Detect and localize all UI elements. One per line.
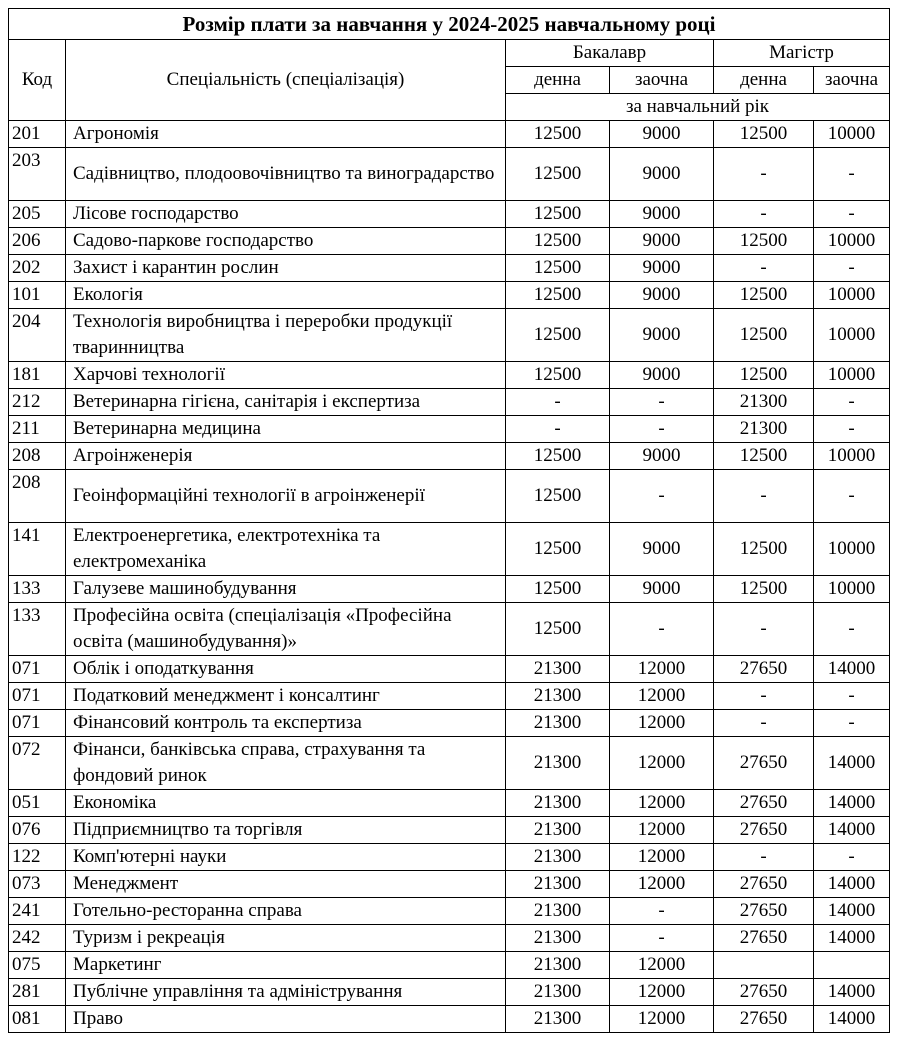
cell-code: 208	[9, 470, 66, 523]
table-row	[9, 952, 890, 979]
table-row	[9, 255, 890, 282]
cell-code: 081	[9, 1006, 66, 1033]
cell-specialty: Садово-паркове господарство	[66, 228, 506, 255]
cell-specialty: Ветеринарна гігієна, санітарія і експертиза	[66, 389, 506, 416]
cell-bachelor-part-time: -	[610, 470, 714, 523]
cell-bachelor-full-time: 21300	[506, 683, 610, 710]
cell-master-part-time: 14000	[814, 871, 890, 898]
cell-bachelor-part-time: 9000	[610, 148, 714, 201]
cell-master-full-time: 27650	[714, 737, 814, 790]
cell-master-part-time: -	[814, 603, 890, 656]
cell-code: 071	[9, 683, 66, 710]
table-row	[9, 148, 890, 201]
cell-bachelor-full-time: 21300	[506, 844, 610, 871]
cell-bachelor-part-time: 12000	[610, 790, 714, 817]
cell-specialty: Садівництво, плодоовочівництво та виноградарство	[66, 148, 506, 201]
header-bachelor-part-time: заочна	[610, 67, 714, 94]
cell-specialty: Агроінженерія	[66, 443, 506, 470]
cell-specialty: Електроенергетика, електротехніка та електромеханіка	[66, 523, 506, 576]
cell-bachelor-part-time: 9000	[610, 255, 714, 282]
cell-bachelor-part-time: 12000	[610, 1006, 714, 1033]
header-master: Магістр	[714, 40, 890, 67]
cell-specialty: Агрономія	[66, 121, 506, 148]
cell-specialty: Фінанси, банківська справа, страхування та фондовий ринок	[66, 737, 506, 790]
cell-bachelor-part-time: 9000	[610, 362, 714, 389]
cell-code: 141	[9, 523, 66, 576]
cell-specialty: Право	[66, 1006, 506, 1033]
cell-bachelor-part-time: 12000	[610, 844, 714, 871]
cell-code: 212	[9, 389, 66, 416]
cell-specialty: Економіка	[66, 790, 506, 817]
cell-bachelor-part-time: 12000	[610, 979, 714, 1006]
cell-specialty: Підприємництво та торгівля	[66, 817, 506, 844]
cell-master-part-time: -	[814, 683, 890, 710]
cell-master-full-time: 27650	[714, 656, 814, 683]
cell-code: 133	[9, 603, 66, 656]
cell-bachelor-full-time: 12500	[506, 201, 610, 228]
cell-master-full-time: -	[714, 148, 814, 201]
header-per-year: за навчальний рік	[506, 94, 890, 121]
cell-specialty: Маркетинг	[66, 952, 506, 979]
cell-master-part-time: 10000	[814, 121, 890, 148]
cell-specialty: Менеджмент	[66, 871, 506, 898]
cell-master-full-time: 27650	[714, 925, 814, 952]
cell-master-full-time: -	[714, 710, 814, 737]
cell-bachelor-full-time: -	[506, 416, 610, 443]
cell-master-part-time: 14000	[814, 737, 890, 790]
cell-master-full-time: 27650	[714, 1006, 814, 1033]
cell-master-part-time: -	[814, 201, 890, 228]
cell-specialty: Професійна освіта (спеціалізація «Професійна освіта (машинобудування)»	[66, 603, 506, 656]
cell-bachelor-full-time: 12500	[506, 443, 610, 470]
cell-specialty: Облік і оподаткування	[66, 656, 506, 683]
cell-master-full-time: 27650	[714, 871, 814, 898]
table-row	[9, 389, 890, 416]
cell-bachelor-part-time: -	[610, 925, 714, 952]
cell-bachelor-full-time: 12500	[506, 148, 610, 201]
table-body	[9, 121, 890, 1033]
cell-master-full-time: 27650	[714, 898, 814, 925]
table-row	[9, 282, 890, 309]
cell-master-part-time: 14000	[814, 925, 890, 952]
cell-specialty: Готельно-ресторанна справа	[66, 898, 506, 925]
cell-bachelor-part-time: 9000	[610, 523, 714, 576]
cell-master-part-time: 10000	[814, 362, 890, 389]
cell-code: 122	[9, 844, 66, 871]
cell-bachelor-part-time: 9000	[610, 121, 714, 148]
cell-bachelor-part-time: -	[610, 416, 714, 443]
cell-specialty: Фінансовий контроль та експертиза	[66, 710, 506, 737]
cell-bachelor-part-time: 12000	[610, 710, 714, 737]
cell-bachelor-full-time: 12500	[506, 523, 610, 576]
header-code: Код	[9, 40, 66, 121]
table-row	[9, 790, 890, 817]
cell-master-part-time: 10000	[814, 282, 890, 309]
cell-code: 241	[9, 898, 66, 925]
cell-master-part-time: 10000	[814, 443, 890, 470]
cell-master-part-time: -	[814, 710, 890, 737]
table-row	[9, 201, 890, 228]
table-row	[9, 523, 890, 576]
cell-master-part-time	[814, 952, 890, 979]
cell-specialty: Публічне управління та адміністрування	[66, 979, 506, 1006]
cell-code: 073	[9, 871, 66, 898]
cell-code: 202	[9, 255, 66, 282]
cell-master-part-time: -	[814, 844, 890, 871]
cell-bachelor-full-time: 12500	[506, 255, 610, 282]
cell-bachelor-full-time: 21300	[506, 979, 610, 1006]
cell-code: 075	[9, 952, 66, 979]
cell-bachelor-full-time: 21300	[506, 1006, 610, 1033]
cell-code: 206	[9, 228, 66, 255]
cell-master-part-time: 14000	[814, 979, 890, 1006]
cell-master-part-time: 14000	[814, 817, 890, 844]
cell-bachelor-part-time: 9000	[610, 309, 714, 362]
cell-specialty: Галузеве машинобудування	[66, 576, 506, 603]
cell-bachelor-part-time: 9000	[610, 443, 714, 470]
header-bachelor-full-time: денна	[506, 67, 610, 94]
cell-master-full-time: -	[714, 201, 814, 228]
cell-bachelor-full-time: 12500	[506, 228, 610, 255]
cell-master-part-time: 10000	[814, 309, 890, 362]
cell-bachelor-part-time: -	[610, 603, 714, 656]
cell-specialty: Харчові технології	[66, 362, 506, 389]
table-row	[9, 925, 890, 952]
cell-master-full-time: 21300	[714, 416, 814, 443]
cell-master-full-time: -	[714, 470, 814, 523]
cell-bachelor-part-time: 12000	[610, 817, 714, 844]
cell-master-full-time: -	[714, 603, 814, 656]
cell-master-part-time: -	[814, 416, 890, 443]
header-master-full-time: денна	[714, 67, 814, 94]
cell-specialty: Технологія виробництва і переробки продукції тваринництва	[66, 309, 506, 362]
cell-master-full-time: 12500	[714, 282, 814, 309]
cell-code: 071	[9, 710, 66, 737]
cell-specialty: Податковий менеджмент і консалтинг	[66, 683, 506, 710]
table-row	[9, 443, 890, 470]
cell-bachelor-full-time: 12500	[506, 470, 610, 523]
cell-master-full-time	[714, 952, 814, 979]
cell-master-full-time: 12500	[714, 309, 814, 362]
table-row	[9, 1006, 890, 1033]
cell-master-full-time: 12500	[714, 523, 814, 576]
cell-code: 051	[9, 790, 66, 817]
cell-specialty: Комп'ютерні науки	[66, 844, 506, 871]
cell-master-part-time: 14000	[814, 790, 890, 817]
cell-code: 211	[9, 416, 66, 443]
cell-bachelor-full-time: 21300	[506, 871, 610, 898]
cell-bachelor-full-time: 21300	[506, 925, 610, 952]
cell-specialty: Екологія	[66, 282, 506, 309]
table-row	[9, 362, 890, 389]
cell-code: 201	[9, 121, 66, 148]
cell-bachelor-full-time: 21300	[506, 790, 610, 817]
cell-bachelor-part-time: 12000	[610, 952, 714, 979]
cell-master-part-time: -	[814, 148, 890, 201]
header-bachelor: Бакалавр	[506, 40, 714, 67]
table-row	[9, 737, 890, 790]
cell-bachelor-part-time: 9000	[610, 282, 714, 309]
table-row	[9, 309, 890, 362]
cell-bachelor-full-time: 12500	[506, 282, 610, 309]
table-row	[9, 683, 890, 710]
cell-code: 203	[9, 148, 66, 201]
cell-master-full-time: 27650	[714, 817, 814, 844]
cell-specialty: Туризм і рекреація	[66, 925, 506, 952]
cell-master-full-time: 21300	[714, 389, 814, 416]
cell-bachelor-part-time: 12000	[610, 737, 714, 790]
table-row	[9, 979, 890, 1006]
cell-bachelor-full-time: -	[506, 389, 610, 416]
cell-code: 076	[9, 817, 66, 844]
cell-master-part-time: 10000	[814, 523, 890, 576]
table-row	[9, 844, 890, 871]
cell-bachelor-part-time: -	[610, 898, 714, 925]
cell-master-full-time: 12500	[714, 576, 814, 603]
cell-master-full-time: 12500	[714, 228, 814, 255]
cell-code: 208	[9, 443, 66, 470]
cell-bachelor-full-time: 21300	[506, 952, 610, 979]
cell-specialty: Лісове господарство	[66, 201, 506, 228]
cell-master-part-time: -	[814, 389, 890, 416]
cell-bachelor-part-time: 12000	[610, 656, 714, 683]
cell-bachelor-part-time: 12000	[610, 871, 714, 898]
table-row	[9, 470, 890, 523]
cell-bachelor-full-time: 21300	[506, 656, 610, 683]
cell-bachelor-part-time: 12000	[610, 683, 714, 710]
cell-master-full-time: -	[714, 683, 814, 710]
cell-bachelor-full-time: 21300	[506, 898, 610, 925]
cell-bachelor-full-time: 12500	[506, 121, 610, 148]
table-row	[9, 871, 890, 898]
table-row	[9, 656, 890, 683]
cell-specialty: Захист і карантин рослин	[66, 255, 506, 282]
table-row	[9, 576, 890, 603]
tuition-fee-sheet	[8, 8, 890, 1033]
cell-master-full-time: -	[714, 844, 814, 871]
cell-bachelor-full-time: 12500	[506, 576, 610, 603]
table-title: Розмір плати за навчання у 2024-2025 навчальному році	[9, 9, 890, 40]
cell-code: 281	[9, 979, 66, 1006]
cell-bachelor-full-time: 12500	[506, 603, 610, 656]
cell-code: 133	[9, 576, 66, 603]
cell-bachelor-full-time: 21300	[506, 737, 610, 790]
cell-master-part-time: 14000	[814, 898, 890, 925]
header-specialty: Спеціальність (спеціалізація)	[66, 40, 506, 121]
cell-specialty: Геоінформаційні технології в агроінженерії	[66, 470, 506, 523]
tuition-fee-table	[8, 8, 890, 1033]
cell-bachelor-full-time: 12500	[506, 309, 610, 362]
cell-code: 204	[9, 309, 66, 362]
table-row	[9, 416, 890, 443]
cell-code: 205	[9, 201, 66, 228]
table-row	[9, 228, 890, 255]
cell-master-full-time: 12500	[714, 443, 814, 470]
cell-code: 242	[9, 925, 66, 952]
cell-code: 181	[9, 362, 66, 389]
cell-master-part-time: 14000	[814, 1006, 890, 1033]
cell-master-part-time: 10000	[814, 228, 890, 255]
cell-master-full-time: 27650	[714, 979, 814, 1006]
cell-bachelor-part-time: 9000	[610, 228, 714, 255]
cell-bachelor-part-time: -	[610, 389, 714, 416]
cell-master-part-time: -	[814, 255, 890, 282]
cell-code: 101	[9, 282, 66, 309]
cell-master-part-time: 14000	[814, 656, 890, 683]
cell-master-full-time: 12500	[714, 121, 814, 148]
table-row	[9, 898, 890, 925]
cell-bachelor-full-time: 21300	[506, 817, 610, 844]
cell-code: 071	[9, 656, 66, 683]
table-row	[9, 710, 890, 737]
cell-bachelor-part-time: 9000	[610, 201, 714, 228]
header-master-part-time: заочна	[814, 67, 890, 94]
table-row	[9, 603, 890, 656]
cell-master-full-time: 12500	[714, 362, 814, 389]
table-row	[9, 817, 890, 844]
cell-master-full-time: -	[714, 255, 814, 282]
cell-master-part-time: 10000	[814, 576, 890, 603]
cell-master-full-time: 27650	[714, 790, 814, 817]
cell-bachelor-part-time: 9000	[610, 576, 714, 603]
table-row	[9, 121, 890, 148]
cell-specialty: Ветеринарна медицина	[66, 416, 506, 443]
cell-master-part-time: -	[814, 470, 890, 523]
cell-code: 072	[9, 737, 66, 790]
cell-bachelor-full-time: 21300	[506, 710, 610, 737]
cell-bachelor-full-time: 12500	[506, 362, 610, 389]
